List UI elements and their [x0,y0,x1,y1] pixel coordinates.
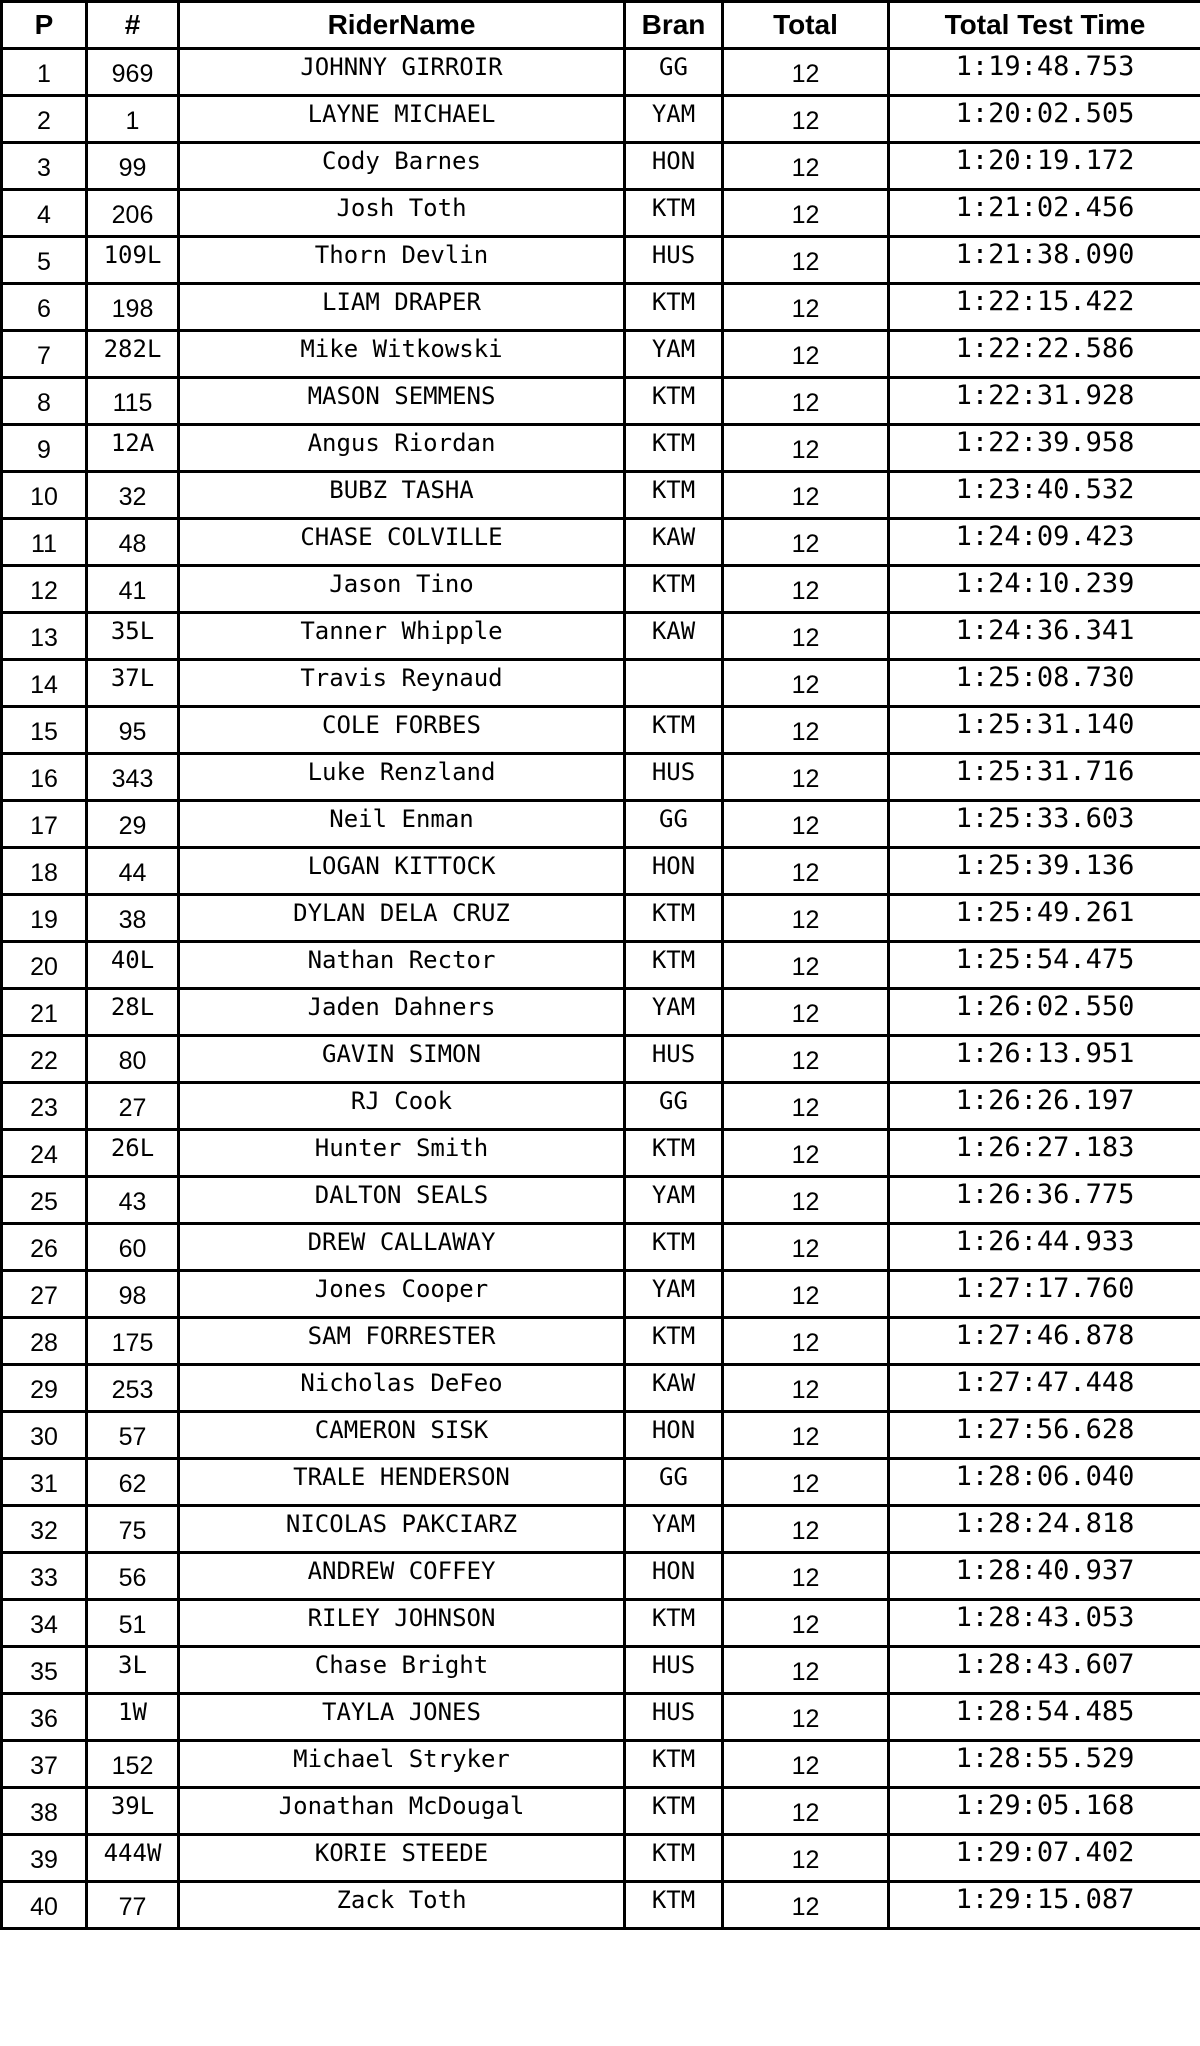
total-cell: 12 [723,1741,889,1788]
rider-name-cell: Mike Witkowski [179,331,625,378]
rider-name-cell: CAMERON SISK [179,1412,625,1459]
table-row [2,1224,1200,1271]
position-cell: 39 [2,1835,87,1882]
total-test-time-cell: 1:25:08.730 [889,660,1200,707]
total-test-time-cell: 1:25:54.475 [889,942,1200,989]
position-cell: 22 [2,1036,87,1083]
position-cell: 36 [2,1694,87,1741]
position-cell: 26 [2,1224,87,1271]
total-test-time-cell: 1:26:02.550 [889,989,1200,1036]
rider-number-cell: 1 [87,96,179,143]
position-cell: 19 [2,895,87,942]
total-cell: 12 [723,707,889,754]
position-cell: 35 [2,1647,87,1694]
total-test-time-cell: 1:27:47.448 [889,1365,1200,1412]
brand-cell: KTM [625,942,723,989]
rider-name-cell: Nicholas DeFeo [179,1365,625,1412]
rider-name-cell: CHASE COLVILLE [179,519,625,566]
position-cell: 31 [2,1459,87,1506]
rider-name-cell: LOGAN KITTOCK [179,848,625,895]
rider-number-cell: 253 [87,1365,179,1412]
rider-number-cell: 115 [87,378,179,425]
total-test-time-cell: 1:28:54.485 [889,1694,1200,1741]
total-test-time-cell: 1:26:27.183 [889,1130,1200,1177]
brand-cell: KAW [625,613,723,660]
position-cell: 11 [2,519,87,566]
brand-cell: HUS [625,1694,723,1741]
rider-name-cell: Angus Riordan [179,425,625,472]
table-row [2,1788,1200,1835]
position-cell: 9 [2,425,87,472]
brand-cell: HON [625,1553,723,1600]
rider-number-cell: 37L [87,660,179,707]
total-test-time-cell: 1:24:09.423 [889,519,1200,566]
brand-cell: YAM [625,1506,723,1553]
table-row [2,1647,1200,1694]
total-test-time-cell: 1:29:07.402 [889,1835,1200,1882]
position-cell: 14 [2,660,87,707]
rider-number-cell: 198 [87,284,179,331]
table-row [2,1130,1200,1177]
rider-name-cell: Tanner Whipple [179,613,625,660]
total-cell: 12 [723,1177,889,1224]
position-cell: 33 [2,1553,87,1600]
total-cell: 12 [723,613,889,660]
total-cell: 12 [723,801,889,848]
total-test-time-cell: 1:24:36.341 [889,613,1200,660]
total-test-time-cell: 1:26:26.197 [889,1083,1200,1130]
table-row [2,566,1200,613]
rider-number-cell: 95 [87,707,179,754]
rider-number-cell: 60 [87,1224,179,1271]
rider-name-cell: Jonathan McDougal [179,1788,625,1835]
table-row [2,754,1200,801]
total-cell: 12 [723,1412,889,1459]
brand-cell: HUS [625,1036,723,1083]
table-row [2,96,1200,143]
total-test-time-cell: 1:21:38.090 [889,237,1200,284]
rider-number-cell: 57 [87,1412,179,1459]
brand-cell: GG [625,1083,723,1130]
rider-name-cell: KORIE STEEDE [179,1835,625,1882]
position-cell: 7 [2,331,87,378]
rider-name-cell: TRALE HENDERSON [179,1459,625,1506]
rider-name-cell: DYLAN DELA CRUZ [179,895,625,942]
total-test-time-cell: 1:24:10.239 [889,566,1200,613]
rider-name-cell: Jones Cooper [179,1271,625,1318]
total-cell: 12 [723,1130,889,1177]
position-cell: 40 [2,1882,87,1929]
total-cell: 12 [723,754,889,801]
brand-cell: YAM [625,1177,723,1224]
table-row [2,331,1200,378]
table-row [2,1835,1200,1882]
rider-number-cell: 77 [87,1882,179,1929]
position-cell: 15 [2,707,87,754]
rider-name-cell: RJ Cook [179,1083,625,1130]
table-row [2,1459,1200,1506]
rider-number-cell: 175 [87,1318,179,1365]
table-row [2,1506,1200,1553]
brand-cell: KTM [625,284,723,331]
total-test-time-cell: 1:26:13.951 [889,1036,1200,1083]
rider-number-cell: 26L [87,1130,179,1177]
rider-number-cell: 282L [87,331,179,378]
position-cell: 21 [2,989,87,1036]
rider-number-cell: 109L [87,237,179,284]
table-row [2,1882,1200,1929]
rider-name-cell: TAYLA JONES [179,1694,625,1741]
total-cell: 12 [723,1788,889,1835]
rider-number-cell: 444W [87,1835,179,1882]
position-cell: 8 [2,378,87,425]
brand-cell: KTM [625,566,723,613]
table-row [2,1083,1200,1130]
total-test-time-cell: 1:20:02.505 [889,96,1200,143]
results-body [2,49,1200,1929]
rider-number-cell: 152 [87,1741,179,1788]
position-cell: 23 [2,1083,87,1130]
table-row [2,1318,1200,1365]
total-cell: 12 [723,1271,889,1318]
total-cell: 12 [723,942,889,989]
total-test-time-cell: 1:25:31.140 [889,707,1200,754]
position-cell: 24 [2,1130,87,1177]
total-cell: 12 [723,331,889,378]
header-brand: Bran [625,2,723,49]
table-row [2,989,1200,1036]
total-cell: 12 [723,1600,889,1647]
table-row [2,143,1200,190]
position-cell: 6 [2,284,87,331]
header-position: P [2,2,87,49]
brand-cell: KTM [625,1882,723,1929]
position-cell: 13 [2,613,87,660]
total-cell: 12 [723,425,889,472]
rider-name-cell: Zack Toth [179,1882,625,1929]
total-test-time-cell: 1:22:15.422 [889,284,1200,331]
rider-number-cell: 51 [87,1600,179,1647]
rider-number-cell: 99 [87,143,179,190]
total-cell: 12 [723,989,889,1036]
brand-cell: KTM [625,1835,723,1882]
total-cell: 12 [723,895,889,942]
total-cell: 12 [723,1083,889,1130]
total-test-time-cell: 1:25:39.136 [889,848,1200,895]
rider-name-cell: DREW CALLAWAY [179,1224,625,1271]
total-test-time-cell: 1:28:55.529 [889,1741,1200,1788]
brand-cell: HON [625,143,723,190]
position-cell: 16 [2,754,87,801]
rider-name-cell: Travis Reynaud [179,660,625,707]
total-test-time-cell: 1:26:36.775 [889,1177,1200,1224]
table-row [2,707,1200,754]
total-cell: 12 [723,237,889,284]
rider-number-cell: 48 [87,519,179,566]
position-cell: 30 [2,1412,87,1459]
rider-name-cell: Thorn Devlin [179,237,625,284]
total-cell: 12 [723,49,889,96]
rider-number-cell: 41 [87,566,179,613]
table-row [2,801,1200,848]
total-cell: 12 [723,1553,889,1600]
brand-cell: HUS [625,237,723,284]
rider-name-cell: DALTON SEALS [179,1177,625,1224]
total-cell: 12 [723,1694,889,1741]
table-row [2,1600,1200,1647]
table-row [2,425,1200,472]
rider-name-cell: ANDREW COFFEY [179,1553,625,1600]
position-cell: 29 [2,1365,87,1412]
brand-cell: YAM [625,1271,723,1318]
rider-name-cell: COLE FORBES [179,707,625,754]
total-cell: 12 [723,190,889,237]
header-total: Total [723,2,889,49]
brand-cell: KTM [625,472,723,519]
total-test-time-cell: 1:19:48.753 [889,49,1200,96]
brand-cell: GG [625,1459,723,1506]
rider-name-cell: Neil Enman [179,801,625,848]
brand-cell: HON [625,1412,723,1459]
table-row [2,1741,1200,1788]
brand-cell: GG [625,801,723,848]
total-test-time-cell: 1:27:46.878 [889,1318,1200,1365]
table-row [2,1271,1200,1318]
brand-cell: KTM [625,1600,723,1647]
rider-name-cell: BUBZ TASHA [179,472,625,519]
brand-cell: KAW [625,519,723,566]
header-rider-name: RiderName [179,2,625,49]
brand-cell: KTM [625,1741,723,1788]
brand-cell: KTM [625,190,723,237]
rider-name-cell: LIAM DRAPER [179,284,625,331]
total-test-time-cell: 1:25:49.261 [889,895,1200,942]
table-row [2,472,1200,519]
rider-number-cell: 3L [87,1647,179,1694]
position-cell: 38 [2,1788,87,1835]
brand-cell: HUS [625,754,723,801]
brand-cell: YAM [625,331,723,378]
total-cell: 12 [723,472,889,519]
table-row [2,1365,1200,1412]
total-cell: 12 [723,1224,889,1271]
rider-name-cell: SAM FORRESTER [179,1318,625,1365]
total-cell: 12 [723,848,889,895]
table-row [2,237,1200,284]
brand-cell: KTM [625,425,723,472]
brand-cell: KTM [625,1318,723,1365]
total-cell: 12 [723,1365,889,1412]
rider-number-cell: 32 [87,472,179,519]
total-test-time-cell: 1:29:05.168 [889,1788,1200,1835]
total-cell: 12 [723,1318,889,1365]
position-cell: 17 [2,801,87,848]
total-cell: 12 [723,378,889,425]
header-total-test-time: Total Test Time [889,2,1200,49]
brand-cell: KTM [625,707,723,754]
rider-name-cell: Chase Bright [179,1647,625,1694]
total-cell: 12 [723,96,889,143]
rider-number-cell: 27 [87,1083,179,1130]
rider-number-cell: 75 [87,1506,179,1553]
rider-name-cell: NICOLAS PAKCIARZ [179,1506,625,1553]
position-cell: 2 [2,96,87,143]
rider-name-cell: Hunter Smith [179,1130,625,1177]
total-cell: 12 [723,143,889,190]
total-cell: 12 [723,284,889,331]
total-test-time-cell: 1:22:39.958 [889,425,1200,472]
rider-number-cell: 29 [87,801,179,848]
total-cell: 12 [723,1882,889,1929]
table-row [2,1553,1200,1600]
position-cell: 3 [2,143,87,190]
total-test-time-cell: 1:22:31.928 [889,378,1200,425]
total-test-time-cell: 1:27:56.628 [889,1412,1200,1459]
total-test-time-cell: 1:27:17.760 [889,1271,1200,1318]
rider-number-cell: 40L [87,942,179,989]
rider-number-cell: 343 [87,754,179,801]
total-test-time-cell: 1:28:24.818 [889,1506,1200,1553]
position-cell: 5 [2,237,87,284]
total-cell: 12 [723,1835,889,1882]
rider-number-cell: 44 [87,848,179,895]
rider-name-cell: RILEY JOHNSON [179,1600,625,1647]
brand-cell: YAM [625,989,723,1036]
position-cell: 20 [2,942,87,989]
table-row [2,895,1200,942]
total-test-time-cell: 1:20:19.172 [889,143,1200,190]
total-test-time-cell: 1:23:40.532 [889,472,1200,519]
rider-number-cell: 38 [87,895,179,942]
rider-name-cell: MASON SEMMENS [179,378,625,425]
total-test-time-cell: 1:21:02.456 [889,190,1200,237]
total-test-time-cell: 1:22:22.586 [889,331,1200,378]
brand-cell: HON [625,848,723,895]
table-row [2,1177,1200,1224]
rider-name-cell: Jason Tino [179,566,625,613]
brand-cell: HUS [625,1647,723,1694]
table-row [2,660,1200,707]
position-cell: 25 [2,1177,87,1224]
total-test-time-cell: 1:25:31.716 [889,754,1200,801]
position-cell: 18 [2,848,87,895]
table-row [2,378,1200,425]
position-cell: 10 [2,472,87,519]
total-test-time-cell: 1:28:06.040 [889,1459,1200,1506]
rider-name-cell: LAYNE MICHAEL [179,96,625,143]
rider-name-cell: Luke Renzland [179,754,625,801]
table-row [2,1036,1200,1083]
rider-number-cell: 39L [87,1788,179,1835]
rider-name-cell: Cody Barnes [179,143,625,190]
total-test-time-cell: 1:25:33.603 [889,801,1200,848]
brand-cell: KTM [625,895,723,942]
table-row [2,613,1200,660]
brand-cell: KTM [625,1224,723,1271]
rider-number-cell: 12A [87,425,179,472]
position-cell: 4 [2,190,87,237]
rider-number-cell: 62 [87,1459,179,1506]
rider-number-cell: 80 [87,1036,179,1083]
position-cell: 32 [2,1506,87,1553]
position-cell: 12 [2,566,87,613]
position-cell: 27 [2,1271,87,1318]
brand-cell: KTM [625,378,723,425]
table-row [2,848,1200,895]
brand-cell: KTM [625,1788,723,1835]
total-test-time-cell: 1:28:43.053 [889,1600,1200,1647]
total-test-time-cell: 1:28:43.607 [889,1647,1200,1694]
table-row [2,1694,1200,1741]
position-cell: 1 [2,49,87,96]
rider-name-cell: GAVIN SIMON [179,1036,625,1083]
total-cell: 12 [723,1647,889,1694]
header-number: # [87,2,179,49]
position-cell: 28 [2,1318,87,1365]
rider-name-cell: Michael Stryker [179,1741,625,1788]
total-test-time-cell: 1:29:15.087 [889,1882,1200,1929]
rider-number-cell: 43 [87,1177,179,1224]
brand-cell [625,660,723,707]
brand-cell: GG [625,49,723,96]
total-test-time-cell: 1:26:44.933 [889,1224,1200,1271]
table-row [2,519,1200,566]
rider-number-cell: 98 [87,1271,179,1318]
table-row [2,284,1200,331]
table-row [2,1412,1200,1459]
table-row [2,190,1200,237]
brand-cell: KAW [625,1365,723,1412]
rider-name-cell: JOHNNY GIRROIR [179,49,625,96]
table-row [2,942,1200,989]
total-cell: 12 [723,1036,889,1083]
brand-cell: KTM [625,1130,723,1177]
position-cell: 34 [2,1600,87,1647]
rider-number-cell: 1W [87,1694,179,1741]
position-cell: 37 [2,1741,87,1788]
total-cell: 12 [723,1459,889,1506]
rider-name-cell: Josh Toth [179,190,625,237]
table-row [2,49,1200,96]
rider-number-cell: 969 [87,49,179,96]
header-row [2,2,1200,49]
total-cell: 12 [723,519,889,566]
total-cell: 12 [723,566,889,613]
rider-number-cell: 56 [87,1553,179,1600]
rider-name-cell: Nathan Rector [179,942,625,989]
total-test-time-cell: 1:28:40.937 [889,1553,1200,1600]
rider-number-cell: 28L [87,989,179,1036]
rider-number-cell: 206 [87,190,179,237]
rider-name-cell: Jaden Dahners [179,989,625,1036]
total-cell: 12 [723,1506,889,1553]
total-cell: 12 [723,660,889,707]
rider-number-cell: 35L [87,613,179,660]
brand-cell: YAM [625,96,723,143]
